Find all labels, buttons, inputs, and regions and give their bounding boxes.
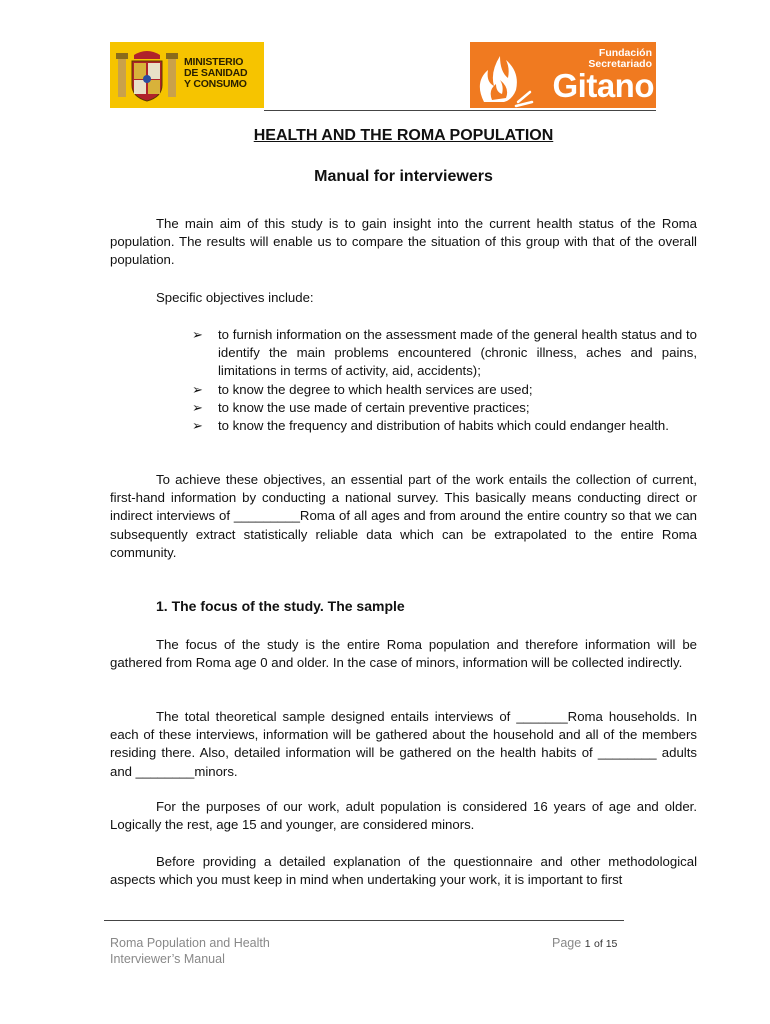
footer-title [110, 935, 270, 967]
list-item [192, 381, 697, 399]
ministry-line: Y CONSUMO [184, 78, 247, 90]
arrow-bullet-icon: ➢ [192, 327, 204, 342]
section-paragraph: The total theoretical sample designed entails interviews of _______Roma households. In each of these interviews, information will be gathered about the household and all of the members residing there. Also, detailed information will be gathered on the health habits of ________ adults and ________minors. [110, 709, 697, 779]
intro-paragraph: The main aim of this study is to gain insight into the current health status of the Roma population. The results will enable us to compare the situation of this group with that of the overall population. [110, 216, 697, 268]
arrow-bullet-icon: ➢ [192, 381, 204, 397]
objective-text: to know the degree to which health services are used; [218, 381, 533, 397]
ministry-line: MINISTERIO [184, 56, 244, 68]
section-heading: 1. The focus of the study. The sample [156, 598, 405, 614]
page-label: Page [552, 936, 582, 950]
document-title: HEALTH AND THE ROMA POPULATION [253, 127, 554, 144]
page-total: of 15 [594, 938, 618, 950]
arrow-bullet-icon: ➢ [192, 418, 204, 434]
page-indicator [552, 936, 617, 950]
objective-text: to furnish information on the assessment made of the general health status and to identify the main problems encountered (chronic illness, aches and pains, limitations in terms of activity, aid, accidents); [218, 327, 697, 379]
objective-text: to know the use made of certain preventive practices; [218, 399, 530, 415]
footer-line: Roma Population and Health [110, 936, 270, 950]
list-item [192, 417, 697, 435]
spanish-crest-icon [116, 47, 178, 103]
list-item [192, 326, 697, 381]
section-paragraph: For the purposes of our work, adult population is considered 16 years of age and older. Logically the rest, age 15 and younger, are considered minors. [110, 799, 697, 833]
objective-text: to know the frequency and distribution of habits which could endanger health. [218, 418, 669, 434]
fundacion-line: Fundación [598, 47, 652, 59]
footer-line: Interviewer’s Manual [110, 952, 225, 966]
objectives-list [192, 326, 697, 435]
ministry-line: DE SANIDAD [184, 67, 248, 79]
flame-icon [470, 42, 534, 108]
ministry-name [184, 57, 264, 90]
ministry-logo [110, 42, 264, 108]
section-paragraph: Before providing a detailed explanation of the questionnaire and other methodological aspects which you must keep in mind when undertaking your work, it is important to first [110, 854, 697, 888]
gitano-wordmark: Gitano [552, 67, 654, 104]
document-subtitle: Manual for interviewers [314, 168, 493, 185]
footer-divider [104, 920, 624, 921]
fundacion-line: Secretariado [588, 58, 652, 70]
page-number: 1 [584, 938, 591, 950]
objectives-intro: Specific objectives include: [156, 290, 314, 305]
section-paragraph: The focus of the study is the entire Roma population and therefore information will be gathered from Roma age 0 and older. In the case of minors, information will be collected indirectly. [110, 637, 697, 671]
arrow-bullet-icon: ➢ [192, 399, 204, 415]
fundacion-gitano-logo [470, 42, 656, 108]
list-item [192, 399, 697, 417]
achieve-paragraph: To achieve these objectives, an essential part of the work entails the collection of current, first-hand information by conducting a national survey. This basically means conducting direct or indirect interviews of _________Roma of all ages and from around the entire country so that we can subsequently extract statistically reliable data which can be extrapolated to the entire Roma community. [110, 472, 697, 560]
header-divider [264, 110, 656, 111]
